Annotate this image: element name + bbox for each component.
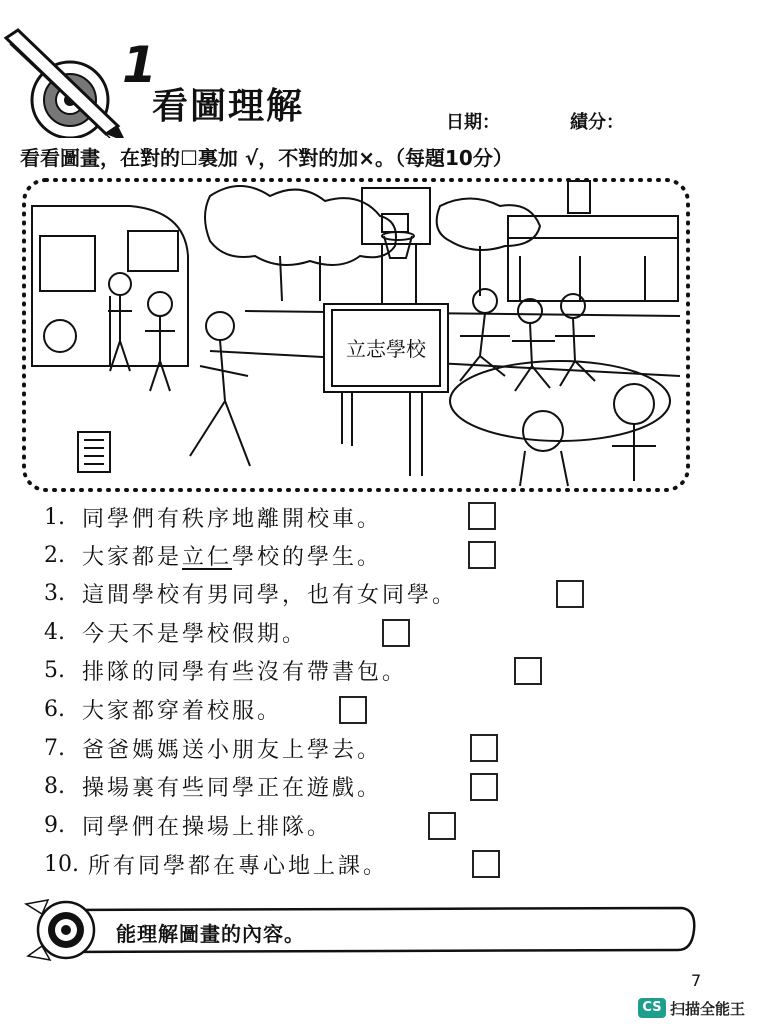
question-number: 5.: [44, 658, 65, 683]
score-label: 績分：: [570, 112, 624, 133]
answer-box-3[interactable]: [556, 580, 584, 608]
scanner-logo-icon: CS: [638, 998, 666, 1018]
objective-text: 能理解圖畫的內容。: [116, 922, 305, 946]
answer-box-6[interactable]: [339, 696, 367, 724]
answer-box-2[interactable]: [468, 541, 496, 569]
question-number: 7.: [44, 736, 65, 761]
unit-number: 1: [122, 36, 157, 94]
instruction-text: 看看圖畫，在對的☐裏加 √，不對的加×。（每題10分）: [20, 146, 513, 170]
question-1: [44, 502, 382, 533]
question-text: 大家都穿着校服。: [82, 699, 283, 724]
question-number: 10.: [44, 852, 79, 877]
question-text: 今天不是學校假期。: [82, 622, 308, 647]
question-number: 9.: [44, 813, 65, 838]
answer-box-4[interactable]: [382, 619, 410, 647]
question-number: 2.: [44, 543, 65, 568]
page-number: 7: [691, 971, 702, 990]
question-text: 大家都是立仁學校的學生。: [82, 545, 383, 570]
question-8: [44, 771, 382, 802]
question-6: [44, 694, 282, 725]
question-number: 3.: [44, 581, 65, 606]
underlined-school-name: 立仁: [182, 545, 233, 570]
answer-box-5[interactable]: [514, 657, 542, 685]
question-number: 8.: [44, 774, 65, 799]
question-number: 1.: [44, 505, 65, 530]
scanner-watermark: 扫描全能王: [670, 1000, 746, 1018]
school-scene-illustration: [20, 176, 692, 494]
question-number: 6.: [44, 697, 65, 722]
date-label: 日期：: [446, 112, 500, 133]
answer-box-1[interactable]: [468, 502, 496, 530]
question-text: 操場裏有些同學正在遊戲。: [82, 776, 383, 801]
unit-badge: [0, 18, 160, 138]
target-icon: [26, 900, 94, 960]
page-title: 看圖理解: [152, 86, 305, 127]
school-sign-text: 立志學校: [346, 337, 426, 361]
question-number: 4.: [44, 620, 65, 645]
answer-box-7[interactable]: [470, 734, 498, 762]
question-text: 爸爸媽媽送小朋友上學去。: [82, 738, 383, 763]
question-2: [44, 540, 382, 571]
question-text: 所有同學都在專心地上課。: [88, 854, 389, 879]
answer-box-9[interactable]: [428, 812, 456, 840]
question-text: 這間學校有男同學，也有女同學。: [82, 583, 458, 608]
question-9: [44, 810, 332, 841]
question-text: 同學們在操場上排隊。: [82, 815, 333, 840]
question-7: [44, 733, 382, 764]
question-3: [44, 578, 457, 609]
question-4: [44, 617, 307, 648]
question-text: 同學們有秩序地離開校車。: [82, 507, 383, 532]
question-5: [44, 655, 407, 686]
answer-box-10[interactable]: [472, 850, 500, 878]
question-10: [44, 849, 388, 880]
answer-box-8[interactable]: [470, 773, 498, 801]
question-text: 排隊的同學有些沒有帶書包。: [82, 660, 408, 685]
